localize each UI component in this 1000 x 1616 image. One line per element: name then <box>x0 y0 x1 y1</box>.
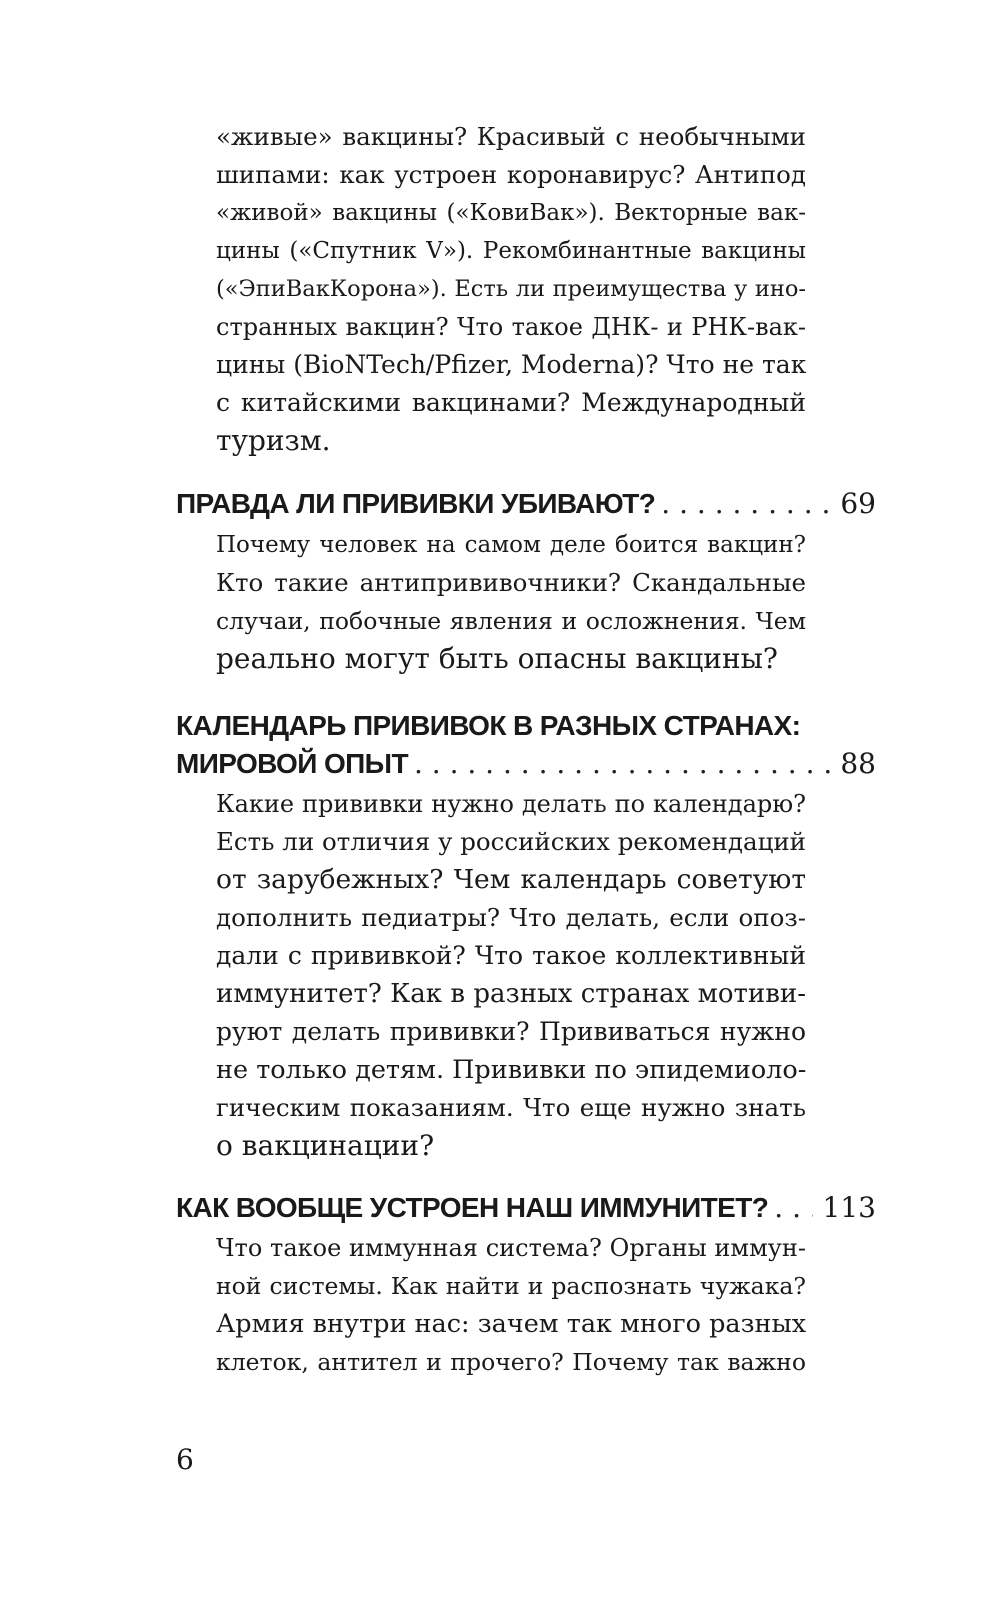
text-line: руют делать прививки? Прививаться нужно <box>216 1017 806 1046</box>
leader-dots <box>661 484 830 524</box>
text-line: шипами: как устроен коронавирус? Антипод <box>216 160 806 189</box>
text-line: с китайскими вакцинами? Международный <box>216 388 806 417</box>
toc-entry-heading-line1[interactable] <box>176 706 876 746</box>
toc-entry-heading[interactable] <box>176 744 876 784</box>
text-line: («ЭпиВакКорона»). Есть ли преимущества у ино- <box>216 276 806 302</box>
text-line: цины («Спутник V»). Рекомбинантные вакцины <box>216 238 806 264</box>
text-line: Почему человек на самом деле боится вакцин? <box>216 532 806 558</box>
toc-entry-title: КАЛЕНДАРЬ ПРИВИВОК В РАЗНЫХ СТРАНАХ: <box>176 710 801 741</box>
text-line: цины (BioNTech/Pfizer, Moderna)? Что не так <box>216 350 807 379</box>
text-line: Какие прививки нужно делать по календарю? <box>216 790 806 818</box>
text-line: о вакцинации? <box>216 1129 435 1162</box>
toc-page-number: 88 <box>840 747 876 780</box>
text-line: «живые» вакцины? Красивый с необычными <box>216 122 806 151</box>
text-line: Есть ли отличия у российских рекомендаций <box>216 827 806 856</box>
text-line: «живой» вакцины («КовиВак»). Векторные вак- <box>216 200 806 226</box>
toc-entry-description <box>216 785 806 1165</box>
text-line: случаи, побочные явления и осложнения. Чем <box>216 607 806 635</box>
text-line: странных вакцин? Что такое ДНК- и РНК-вак- <box>216 313 806 341</box>
text-line: гическим показаниям. Что еще нужно знать <box>216 1093 806 1122</box>
text-line: Кто такие антипрививочники? Скандальные <box>216 568 806 597</box>
text-line: иммунитет? Как в разных странах мотиви- <box>216 979 806 1009</box>
text-line: не только детям. Прививки по эпидемиоло- <box>216 1055 807 1085</box>
text-line: дали с прививкой? Что такое коллективный <box>216 941 806 970</box>
page-number: 6 <box>176 1443 194 1476</box>
text-line: от зарубежных? Чем календарь советуют <box>216 864 806 895</box>
leader-dots <box>414 744 830 784</box>
toc-entry-title: ПРАВДА ЛИ ПРИВИВКИ УБИВАЮТ? <box>176 488 656 519</box>
intro-description <box>216 118 806 460</box>
toc-entry-description <box>216 1229 806 1381</box>
toc-entry-description <box>216 526 806 678</box>
toc-entry-heading[interactable] <box>176 484 876 524</box>
toc-page-number: 69 <box>840 487 876 520</box>
toc-entry-heading[interactable] <box>176 1188 876 1228</box>
text-line: дополнить педиатры? Что делать, если опоз- <box>216 903 806 932</box>
text-line: реально могут быть опасны вакцины? <box>216 642 778 675</box>
text-line: Что такое иммунная система? Органы иммун- <box>216 1234 806 1262</box>
toc-page-number: 113 <box>822 1191 876 1224</box>
toc-entry-title: МИРОВОЙ ОПЫТ <box>176 748 408 779</box>
text-line: туризм. <box>216 424 331 457</box>
text-line: Армия внутри нас: зачем так много разных <box>216 1309 807 1339</box>
leader-dots <box>774 1188 812 1228</box>
toc-entry-title: КАК ВООБЩЕ УСТРОЕН НАШ ИММУНИТЕТ? <box>176 1192 769 1223</box>
text-line: ной системы. Как найти и распознать чужака? <box>216 1272 806 1300</box>
text-line: клеток, антител и прочего? Почему так важно <box>216 1348 806 1376</box>
